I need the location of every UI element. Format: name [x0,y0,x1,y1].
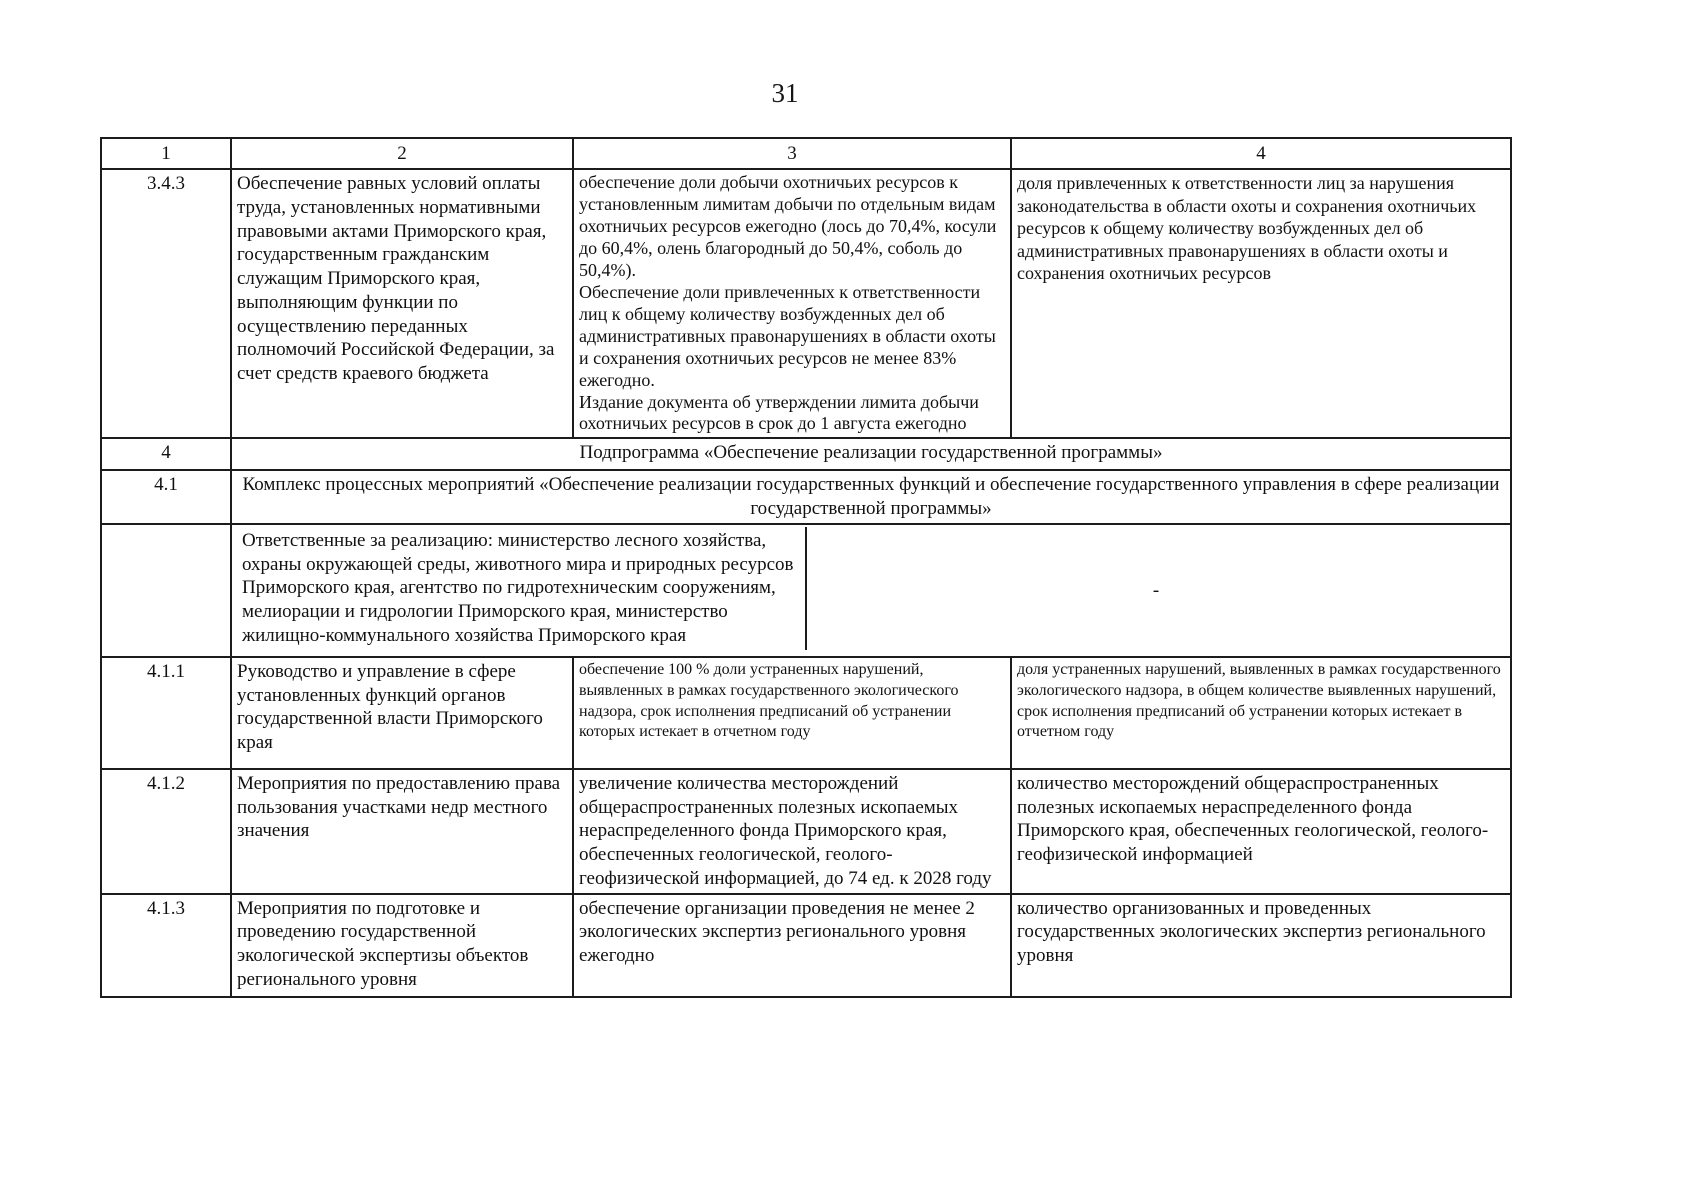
result-cell: обеспечение 100 % доли устраненных нарушений, выявленных в рамках государственного экологического надзора, срок исполнения предписаний об устранении которых истекает в отчетном году [573,657,1011,769]
responsible-text: Ответственные за реализацию: министерство лесного хозяйства, охраны окружающей среды, животного мира и природных ресурсов Приморского края, агентство по гидротехническим сооружениям, мелиорации и гидрологии Приморского края, министерство жилищно-коммунального хозяйства Приморского края [237,527,807,650]
activity-cell: Руководство и управление в сфере установленных функций органов государственной власти Приморского края [231,657,573,769]
result-paragraph: Обеспечение доли привлеченных к ответственности лиц к общему количеству возбужденных дел об административных правонарушениях в области охоты и сохранения охотничьих ресурсов не менее 83% ежегодно. [579,281,996,390]
header-col-1: 1 [101,138,231,169]
result-paragraph: Издание документа об утверждении лимита добычи охотничьих ресурсов в срок до 1 августа ежегодно [579,391,979,434]
activity-cell: Мероприятия по предоставлению права пользования участками недр местного значения [231,769,573,894]
row-number-cell: 4.1.1 [101,657,231,769]
activity-cell: Обеспечение равных условий оплаты труда, установленных нормативными правовыми актами Приморского края, государственным гражданским служащим Приморского края, выполняющим функции по осуществлению переданных полномочий Российской Федерации, за счет средств краевого бюджета [231,169,573,438]
indicator-cell: количество организованных и проведенных государственных экологических экспертиз регионального уровня [1011,894,1511,997]
table-header-row [101,138,1511,169]
header-col-2: 2 [231,138,573,169]
header-col-4: 4 [1011,138,1511,169]
page-number: 31 [771,78,799,108]
row-number-cell: 3.4.3 [101,169,231,438]
responsible-cell [231,524,1511,657]
result-cell [573,169,1011,438]
row-number-cell: 4.1.2 [101,769,231,894]
indicator-cell: доля устраненных нарушений, выявленных в рамках государственного экологического надзора, в общем количестве выявленных нарушений, срок исполнения предписаний об устранении которых истекает в отчетном году [1011,657,1511,769]
result-cell: обеспечение организации проведения не менее 2 экологических экспертиз регионального уровня ежегодно [573,894,1011,997]
indicator-cell: количество месторождений общераспространенных полезных ископаемых нераспределенного фонда Приморского края, обеспеченных геологической, геолого-геофизической информацией [1011,769,1511,894]
indicator-cell: доля привлеченных к ответственности лиц за нарушения законодательства в области охоты и сохранения охотничьих ресурсов к общему количеству возбужденных дел об административных правонарушениях в области охоты и сохранения охотничьих ресурсов [1011,169,1511,438]
table-row-responsible [101,524,1511,657]
table-row-4-1-1 [101,657,1511,769]
table-row-4 [101,438,1511,470]
result-cell: увеличение количества месторождений общераспространенных полезных ископаемых нераспределенного фонда Приморского края, обеспеченных геологической, геолого-геофизической информацией, до 74 ед. к 2028 году [573,769,1011,894]
row-number-cell: 4.1 [101,470,231,524]
row-number-cell-empty [101,524,231,657]
table-row-4-1-2 [101,769,1511,894]
dash-placeholder: - [1152,579,1160,601]
row-number-cell: 4.1.3 [101,894,231,997]
complex-title-cell: Комплекс процессных мероприятий «Обеспечение реализации государственных функций и обеспечение государственного управления в сфере реализации государственной программы» [231,470,1511,524]
table-row-4-1 [101,470,1511,524]
activity-cell: Мероприятия по подготовке и проведению государственной экологической экспертизы объектов регионального уровня [231,894,573,997]
subprogram-title-cell: Подпрограмма «Обеспечение реализации государственной программы» [231,438,1511,470]
result-paragraph: обеспечение доли добычи охотничьих ресурсов к установленным лимитам добычи по отдельным видам охотничьих ресурсов ежегодно (лось до 70,4%, косули до 60,4%, олень благородный до 50,4%, соболь до 50,4%). [579,172,997,280]
table-row-3-4-3 [101,169,1511,438]
program-measures-table [100,137,1512,998]
row-number-cell: 4 [101,438,231,470]
header-col-3: 3 [573,138,1011,169]
table-row-4-1-3 [101,894,1511,997]
